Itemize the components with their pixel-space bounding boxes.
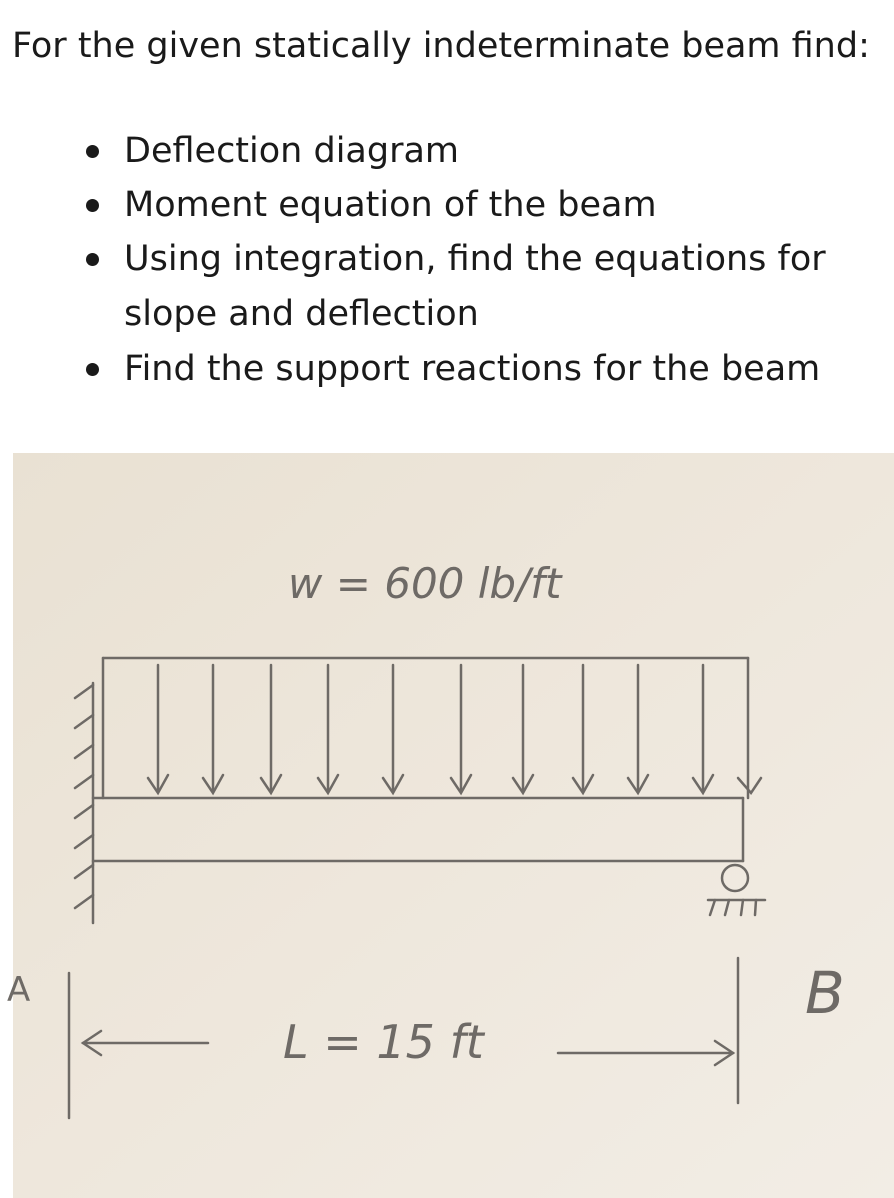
requirements-list: [82, 124, 872, 396]
support-b-label: B: [805, 959, 845, 1027]
list-item-text: Using integration, find the equations for slope and deflection: [124, 239, 826, 334]
bullet-icon: [86, 253, 99, 266]
beam-sketch-photo: [7, 453, 894, 1198]
list-item-moment-equation: [82, 178, 872, 232]
list-item-integration: [82, 232, 872, 342]
list-item-text: Deflection diagram: [124, 131, 460, 171]
list-item-support-reactions: [82, 342, 872, 396]
question-title: For the given statically indeterminate beam find:: [12, 26, 870, 66]
list-item-text: Find the support reactions for the beam: [124, 349, 821, 389]
list-item-text: Moment equation of the beam: [124, 185, 657, 225]
bullet-icon: [86, 199, 99, 212]
load-label: w = 600 lb/ft: [288, 559, 562, 608]
bullet-icon: [86, 363, 99, 376]
bullet-icon: [86, 145, 99, 158]
list-item-deflection-diagram: [82, 124, 872, 178]
support-a-label: A: [7, 970, 31, 1010]
span-label: L = 15 ft: [283, 1015, 484, 1069]
